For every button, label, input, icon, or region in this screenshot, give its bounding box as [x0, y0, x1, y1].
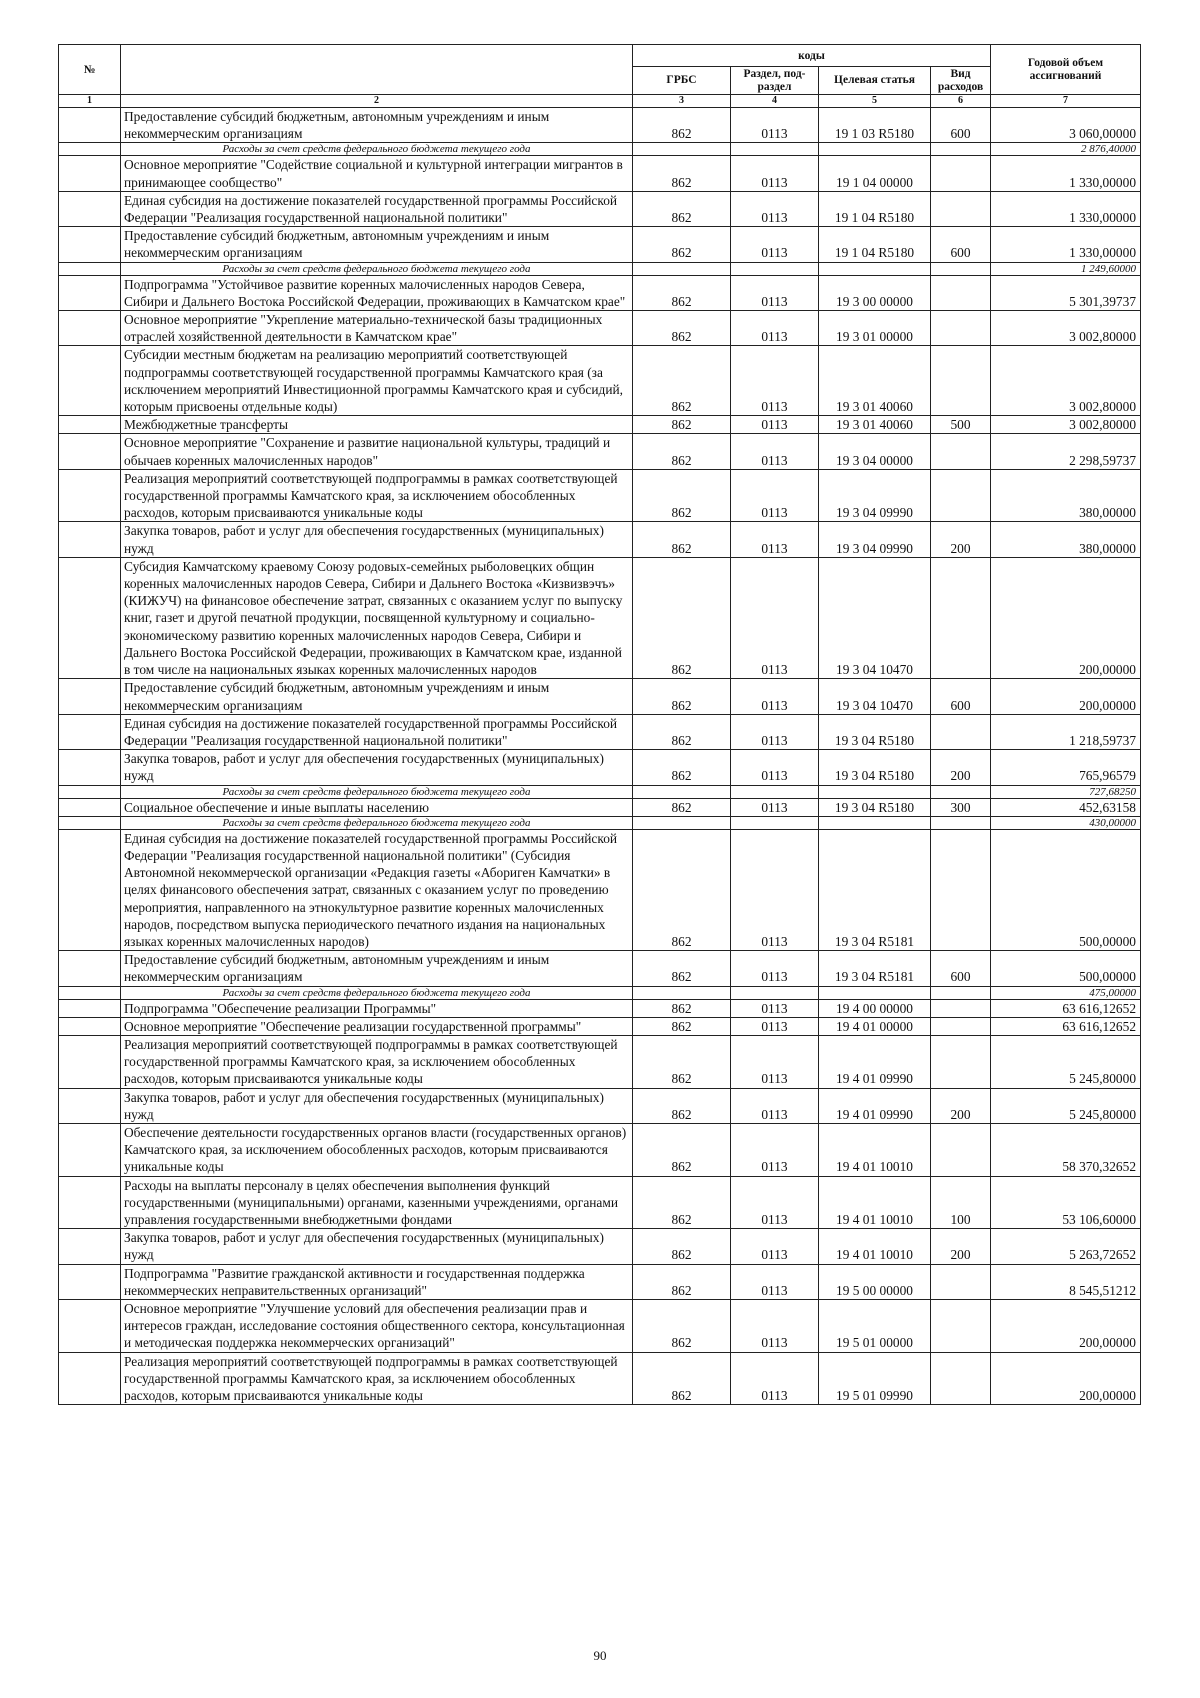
table-row: [59, 108, 1141, 143]
row-number-cell: [59, 785, 121, 798]
celevaya-cell: 19 3 04 R5180: [819, 714, 931, 749]
celevaya-cell: [819, 262, 931, 275]
federal-budget-row: [59, 816, 1141, 829]
celevaya-cell: 19 3 04 10470: [819, 557, 931, 678]
razdel-cell: [731, 785, 819, 798]
vid-cell: [931, 999, 991, 1017]
row-number-cell: [59, 143, 121, 156]
row-number-cell: [59, 522, 121, 557]
table-row: [59, 416, 1141, 434]
table-row: [59, 191, 1141, 226]
grbs-cell: 862: [633, 469, 731, 522]
row-number-cell: [59, 469, 121, 522]
sum-cell: 53 106,60000: [991, 1176, 1141, 1229]
column-number: 1: [59, 95, 121, 108]
federal-budget-row: [59, 143, 1141, 156]
grbs-cell: 862: [633, 1017, 731, 1035]
sum-cell: 200,00000: [991, 1300, 1141, 1353]
row-name-cell: Единая субсидия на достижение показателей государственной программы Российской Федерации "Реализация государственной национальной политики": [121, 191, 633, 226]
page-number: 90: [593, 1648, 607, 1663]
celevaya-cell: 19 3 01 40060: [819, 416, 931, 434]
razdel-cell: 0113: [731, 469, 819, 522]
vid-cell: [931, 1352, 991, 1405]
grbs-cell: [633, 986, 731, 999]
grbs-cell: 862: [633, 191, 731, 226]
table-row: [59, 1300, 1141, 1353]
celevaya-cell: [819, 143, 931, 156]
budget-sheet: [58, 44, 1140, 1405]
grbs-cell: 862: [633, 714, 731, 749]
row-name-cell: Предоставление субсидий бюджетным, автономным учреждениям и иным некоммерческим организациям: [121, 951, 633, 986]
row-name-cell: Основное мероприятие "Содействие социальной и культурной интеграции мигрантов в принимающее сообщество": [121, 156, 633, 191]
header-codes: коды: [633, 45, 991, 67]
sum-cell: 430,00000: [991, 816, 1141, 829]
sum-cell: 1 330,00000: [991, 156, 1141, 191]
vid-cell: [931, 191, 991, 226]
table-row: [59, 829, 1141, 950]
row-name-cell: Реализация мероприятий соответствующей подпрограммы в рамках соответствующей государственной программы Камчатского края, за исключением обособленных расходов, которым присваиваются уникальные коды: [121, 1352, 633, 1405]
razdel-cell: 0113: [731, 750, 819, 785]
razdel-cell: [731, 143, 819, 156]
row-number-cell: [59, 156, 121, 191]
table-body: [59, 108, 1141, 1405]
row-name-cell: Реализация мероприятий соответствующей подпрограммы в рамках соответствующей государственной программы Камчатского края, за исключением обособленных расходов, которым присваиваются уникальные коды: [121, 1035, 633, 1088]
grbs-cell: 862: [633, 1229, 731, 1264]
razdel-cell: 0113: [731, 999, 819, 1017]
celevaya-cell: 19 4 01 09990: [819, 1035, 931, 1088]
celevaya-cell: 19 5 01 00000: [819, 1300, 931, 1353]
grbs-cell: 862: [633, 829, 731, 950]
row-number-cell: [59, 275, 121, 310]
grbs-cell: 862: [633, 1088, 731, 1123]
row-name-cell: Подпрограмма "Устойчивое развитие коренных малочисленных народов Севера, Сибири и Дальнего Востока Российской Федерации, проживающих в Камчатском крае": [121, 275, 633, 310]
budget-table: [58, 44, 1141, 1405]
celevaya-cell: 19 3 04 R5181: [819, 951, 931, 986]
table-row: [59, 1264, 1141, 1299]
column-number: 3: [633, 95, 731, 108]
sum-cell: 2 298,59737: [991, 434, 1141, 469]
grbs-cell: 862: [633, 1300, 731, 1353]
row-name-cell: Предоставление субсидий бюджетным, автономным учреждениям и иным некоммерческим организациям: [121, 679, 633, 714]
row-number-cell: [59, 416, 121, 434]
column-number: 5: [819, 95, 931, 108]
grbs-cell: 862: [633, 750, 731, 785]
vid-cell: [931, 986, 991, 999]
vid-cell: [931, 275, 991, 310]
vid-cell: [931, 469, 991, 522]
celevaya-cell: 19 3 00 00000: [819, 275, 931, 310]
razdel-cell: 0113: [731, 1088, 819, 1123]
row-number-cell: [59, 1176, 121, 1229]
vid-cell: [931, 785, 991, 798]
row-name-cell: Основное мероприятие "Сохранение и развитие национальной культуры, традиций и обычаев коренных малочисленных народов": [121, 434, 633, 469]
celevaya-cell: 19 3 04 09990: [819, 522, 931, 557]
celevaya-cell: 19 1 03 R5180: [819, 108, 931, 143]
razdel-cell: [731, 986, 819, 999]
sum-cell: 500,00000: [991, 951, 1141, 986]
row-number-cell: [59, 1088, 121, 1123]
row-number-cell: [59, 557, 121, 678]
row-number-cell: [59, 986, 121, 999]
row-name-cell: Расходы за счет средств федерального бюджета текущего года: [121, 143, 633, 156]
grbs-cell: 862: [633, 1123, 731, 1176]
sum-cell: 5 245,80000: [991, 1035, 1141, 1088]
vid-cell: [931, 346, 991, 416]
razdel-cell: 0113: [731, 557, 819, 678]
row-number-cell: [59, 951, 121, 986]
table-row: [59, 227, 1141, 262]
column-number: 6: [931, 95, 991, 108]
grbs-cell: 862: [633, 557, 731, 678]
razdel-cell: 0113: [731, 191, 819, 226]
sum-cell: 3 002,80000: [991, 311, 1141, 346]
table-row: [59, 434, 1141, 469]
vid-cell: [931, 311, 991, 346]
row-name-cell: Межбюджетные трансферты: [121, 416, 633, 434]
vid-cell: 100: [931, 1176, 991, 1229]
sum-cell: 5 263,72652: [991, 1229, 1141, 1264]
vid-cell: [931, 262, 991, 275]
vid-cell: [931, 1300, 991, 1353]
grbs-cell: 862: [633, 679, 731, 714]
row-number-cell: [59, 1264, 121, 1299]
vid-cell: 200: [931, 522, 991, 557]
table-header: [59, 45, 1141, 108]
razdel-cell: 0113: [731, 1176, 819, 1229]
sum-cell: 380,00000: [991, 469, 1141, 522]
razdel-cell: 0113: [731, 346, 819, 416]
row-name-cell: Закупка товаров, работ и услуг для обеспечения государственных (муниципальных) нужд: [121, 750, 633, 785]
celevaya-cell: 19 5 00 00000: [819, 1264, 931, 1299]
column-number-row: [59, 95, 1141, 108]
celevaya-cell: 19 3 04 00000: [819, 434, 931, 469]
razdel-cell: 0113: [731, 1229, 819, 1264]
row-name-cell: Расходы за счет средств федерального бюджета текущего года: [121, 262, 633, 275]
table-row: [59, 275, 1141, 310]
sum-cell: 5 245,80000: [991, 1088, 1141, 1123]
razdel-cell: 0113: [731, 1264, 819, 1299]
sum-cell: 2 876,40000: [991, 143, 1141, 156]
celevaya-cell: 19 3 04 09990: [819, 469, 931, 522]
sum-cell: 8 545,51212: [991, 1264, 1141, 1299]
razdel-cell: [731, 262, 819, 275]
sum-cell: 765,96579: [991, 750, 1141, 785]
table-row: [59, 156, 1141, 191]
table-row: [59, 1123, 1141, 1176]
row-name-cell: Основное мероприятие "Улучшение условий для обеспечения реализации прав и интересов граждан, исследование состояния общественного сектора, консультационная и методическая поддержка некоммерческих организаций": [121, 1300, 633, 1353]
sum-cell: 452,63158: [991, 798, 1141, 816]
razdel-cell: [731, 816, 819, 829]
row-number-cell: [59, 1017, 121, 1035]
grbs-cell: 862: [633, 798, 731, 816]
table-row: [59, 1176, 1141, 1229]
sum-cell: 727,68250: [991, 785, 1141, 798]
vid-cell: 300: [931, 798, 991, 816]
razdel-cell: 0113: [731, 798, 819, 816]
razdel-cell: 0113: [731, 829, 819, 950]
razdel-cell: 0113: [731, 108, 819, 143]
row-name-cell: Единая субсидия на достижение показателей государственной программы Российской Федерации "Реализация государственной национальной политики" (Субсидия Автономной некоммерческой организации «Редакция газеты «Абориген Камчатки» в целях финансового обеспечения затрат, связанных с оказанием услуг по проведению мероприятия, направленного на этнокультурное развитие коренных малочисленных народов, посредством выпуска периодического печатного издания на национальных языках коренных малочисленных народов): [121, 829, 633, 950]
sum-cell: 500,00000: [991, 829, 1141, 950]
row-number-cell: [59, 1123, 121, 1176]
celevaya-cell: 19 3 04 R5181: [819, 829, 931, 950]
table-row: [59, 679, 1141, 714]
grbs-cell: [633, 262, 731, 275]
celevaya-cell: 19 4 01 00000: [819, 1017, 931, 1035]
row-name-cell: Обеспечение деятельности государственных органов власти (государственных органов) Камчатского края, за исключением обособленных расходов, которым присваиваются уникальные коды: [121, 1123, 633, 1176]
row-name-cell: Расходы за счет средств федерального бюджета текущего года: [121, 816, 633, 829]
vid-cell: [931, 829, 991, 950]
row-number-cell: [59, 191, 121, 226]
row-name-cell: Расходы на выплаты персоналу в целях обеспечения выполнения функций государственными (муниципальными) органами, казенными учреждениями, органами управления государственными внебюджетными фондами: [121, 1176, 633, 1229]
table-row: [59, 798, 1141, 816]
row-name-cell: Расходы за счет средств федерального бюджета текущего года: [121, 785, 633, 798]
row-name-cell: Предоставление субсидий бюджетным, автономным учреждениям и иным некоммерческим организациям: [121, 227, 633, 262]
vid-cell: [931, 1035, 991, 1088]
row-name-cell: Предоставление субсидий бюджетным, автономным учреждениям и иным некоммерческим организациям: [121, 108, 633, 143]
row-number-cell: [59, 750, 121, 785]
row-number-cell: [59, 1352, 121, 1405]
row-number-cell: [59, 1300, 121, 1353]
vid-cell: 200: [931, 1088, 991, 1123]
vid-cell: [931, 143, 991, 156]
grbs-cell: 862: [633, 1176, 731, 1229]
vid-cell: 500: [931, 416, 991, 434]
sum-cell: 1 330,00000: [991, 191, 1141, 226]
celevaya-cell: 19 3 01 40060: [819, 346, 931, 416]
celevaya-cell: 19 1 04 R5180: [819, 227, 931, 262]
grbs-cell: [633, 143, 731, 156]
sum-cell: 63 616,12652: [991, 999, 1141, 1017]
sum-cell: 200,00000: [991, 557, 1141, 678]
table-row: [59, 522, 1141, 557]
header-name: [121, 45, 633, 95]
razdel-cell: 0113: [731, 416, 819, 434]
sum-cell: 200,00000: [991, 679, 1141, 714]
table-row: [59, 1352, 1141, 1405]
razdel-cell: 0113: [731, 275, 819, 310]
razdel-cell: 0113: [731, 1035, 819, 1088]
header-no: №: [59, 45, 121, 95]
sum-cell: 475,00000: [991, 986, 1141, 999]
celevaya-cell: 19 1 04 00000: [819, 156, 931, 191]
sum-cell: 3 002,80000: [991, 416, 1141, 434]
celevaya-cell: 19 5 01 09990: [819, 1352, 931, 1405]
vid-cell: 600: [931, 227, 991, 262]
sum-cell: 3 002,80000: [991, 346, 1141, 416]
vid-cell: [931, 714, 991, 749]
grbs-cell: 862: [633, 522, 731, 557]
row-number-cell: [59, 999, 121, 1017]
celevaya-cell: 19 4 01 10010: [819, 1123, 931, 1176]
table-row: [59, 714, 1141, 749]
row-number-cell: [59, 311, 121, 346]
header-godovoy: Годовой объем ассигнований: [991, 45, 1141, 95]
vid-cell: [931, 1264, 991, 1299]
vid-cell: [931, 1123, 991, 1176]
razdel-cell: 0113: [731, 227, 819, 262]
razdel-cell: 0113: [731, 156, 819, 191]
vid-cell: 600: [931, 679, 991, 714]
razdel-cell: 0113: [731, 434, 819, 469]
celevaya-cell: 19 3 04 R5180: [819, 798, 931, 816]
row-name-cell: Подпрограмма "Развитие гражданской активности и государственная поддержка некоммерческих неправительственных организаций": [121, 1264, 633, 1299]
row-number-cell: [59, 679, 121, 714]
celevaya-cell: 19 4 01 10010: [819, 1176, 931, 1229]
celevaya-cell: 19 3 01 00000: [819, 311, 931, 346]
sum-cell: 1 249,60000: [991, 262, 1141, 275]
vid-cell: [931, 434, 991, 469]
grbs-cell: 862: [633, 1264, 731, 1299]
row-name-cell: Субсидии местным бюджетам на реализацию мероприятий соответствующей подпрограммы соответствующей государственной программы Камчатского края (за исключением мероприятий Инвестиционной программы Камчатского края и субсидий, которым присвоены отдельные коды): [121, 346, 633, 416]
row-number-cell: [59, 108, 121, 143]
grbs-cell: 862: [633, 416, 731, 434]
razdel-cell: 0113: [731, 1352, 819, 1405]
row-number-cell: [59, 798, 121, 816]
grbs-cell: 862: [633, 951, 731, 986]
sum-cell: 1 330,00000: [991, 227, 1141, 262]
vid-cell: 200: [931, 1229, 991, 1264]
sum-cell: 5 301,39737: [991, 275, 1141, 310]
column-number: 2: [121, 95, 633, 108]
table-row: [59, 1035, 1141, 1088]
vid-cell: [931, 557, 991, 678]
grbs-cell: 862: [633, 227, 731, 262]
celevaya-cell: [819, 986, 931, 999]
razdel-cell: 0113: [731, 1017, 819, 1035]
row-name-cell: Социальное обеспечение и иные выплаты населению: [121, 798, 633, 816]
sum-cell: 380,00000: [991, 522, 1141, 557]
sum-cell: 63 616,12652: [991, 1017, 1141, 1035]
grbs-cell: 862: [633, 108, 731, 143]
row-name-cell: Основное мероприятие "Укрепление материально-технической базы традиционных отраслей хозяйственной деятельности в Камчатском крае": [121, 311, 633, 346]
table-row: [59, 750, 1141, 785]
celevaya-cell: 19 4 00 00000: [819, 999, 931, 1017]
vid-cell: 600: [931, 108, 991, 143]
grbs-cell: 862: [633, 999, 731, 1017]
grbs-cell: 862: [633, 311, 731, 346]
razdel-cell: 0113: [731, 311, 819, 346]
row-name-cell: Субсидия Камчатскому краевому Союзу родовых-семейных рыболовецких общин коренных малочисленных народов Севера, Сибири и Дальнего Востока «Кизвизвэчъ» (КИЖУЧ) на финансовое обеспечение затрат, связанных с оказанием услуг по выпуску книг, газет и другой печатной продукции, посвященной культурному и социально-экономическому развитию коренных малочисленных народов Севера, Сибири и Дальнего Востока Российской Федерации, проживающих в Камчатском крае, изданной в том числе на национальных языках коренных малочисленных народов: [121, 557, 633, 678]
celevaya-cell: 19 3 04 R5180: [819, 750, 931, 785]
table-row: [59, 999, 1141, 1017]
sum-cell: 58 370,32652: [991, 1123, 1141, 1176]
razdel-cell: 0113: [731, 1123, 819, 1176]
table-row: [59, 557, 1141, 678]
row-number-cell: [59, 1035, 121, 1088]
row-name-cell: Основное мероприятие "Обеспечение реализации государственной программы": [121, 1017, 633, 1035]
federal-budget-row: [59, 262, 1141, 275]
row-number-cell: [59, 714, 121, 749]
row-number-cell: [59, 434, 121, 469]
sum-cell: 200,00000: [991, 1352, 1141, 1405]
row-number-cell: [59, 262, 121, 275]
table-row: [59, 346, 1141, 416]
row-name-cell: Закупка товаров, работ и услуг для обеспечения государственных (муниципальных) нужд: [121, 522, 633, 557]
row-number-cell: [59, 227, 121, 262]
header-celevaya: Целевая статья: [819, 67, 931, 95]
row-name-cell: Закупка товаров, работ и услуг для обеспечения государственных (муниципальных) нужд: [121, 1088, 633, 1123]
column-number: 7: [991, 95, 1141, 108]
header-grbs: ГРБС: [633, 67, 731, 95]
header-razdel: Раздел, под-раздел: [731, 67, 819, 95]
celevaya-cell: 19 4 01 09990: [819, 1088, 931, 1123]
sum-cell: 3 060,00000: [991, 108, 1141, 143]
vid-cell: [931, 156, 991, 191]
row-name-cell: Подпрограмма "Обеспечение реализации Программы": [121, 999, 633, 1017]
row-number-cell: [59, 816, 121, 829]
row-number-cell: [59, 829, 121, 950]
vid-cell: [931, 1017, 991, 1035]
grbs-cell: 862: [633, 156, 731, 191]
table-row: [59, 311, 1141, 346]
grbs-cell: 862: [633, 1352, 731, 1405]
razdel-cell: 0113: [731, 1300, 819, 1353]
row-number-cell: [59, 1229, 121, 1264]
grbs-cell: 862: [633, 1035, 731, 1088]
table-row: [59, 951, 1141, 986]
razdel-cell: 0113: [731, 679, 819, 714]
federal-budget-row: [59, 986, 1141, 999]
grbs-cell: 862: [633, 346, 731, 416]
table-row: [59, 469, 1141, 522]
vid-cell: [931, 816, 991, 829]
federal-budget-row: [59, 785, 1141, 798]
grbs-cell: [633, 785, 731, 798]
razdel-cell: 0113: [731, 522, 819, 557]
grbs-cell: [633, 816, 731, 829]
grbs-cell: 862: [633, 434, 731, 469]
grbs-cell: 862: [633, 275, 731, 310]
table-row: [59, 1088, 1141, 1123]
table-row: [59, 1017, 1141, 1035]
razdel-cell: 0113: [731, 951, 819, 986]
header-vid: Вид расходов: [931, 67, 991, 95]
celevaya-cell: [819, 816, 931, 829]
vid-cell: 200: [931, 750, 991, 785]
razdel-cell: 0113: [731, 714, 819, 749]
celevaya-cell: 19 4 01 10010: [819, 1229, 931, 1264]
row-number-cell: [59, 346, 121, 416]
celevaya-cell: 19 3 04 10470: [819, 679, 931, 714]
row-name-cell: Закупка товаров, работ и услуг для обеспечения государственных (муниципальных) нужд: [121, 1229, 633, 1264]
row-name-cell: Единая субсидия на достижение показателей государственной программы Российской Федерации "Реализация государственной национальной политики": [121, 714, 633, 749]
table-row: [59, 1229, 1141, 1264]
celevaya-cell: [819, 785, 931, 798]
celevaya-cell: 19 1 04 R5180: [819, 191, 931, 226]
row-name-cell: Расходы за счет средств федерального бюджета текущего года: [121, 986, 633, 999]
sum-cell: 1 218,59737: [991, 714, 1141, 749]
row-name-cell: Реализация мероприятий соответствующей подпрограммы в рамках соответствующей государственной программы Камчатского края, за исключением обособленных расходов, которым присваиваются уникальные коды: [121, 469, 633, 522]
vid-cell: 600: [931, 951, 991, 986]
column-number: 4: [731, 95, 819, 108]
